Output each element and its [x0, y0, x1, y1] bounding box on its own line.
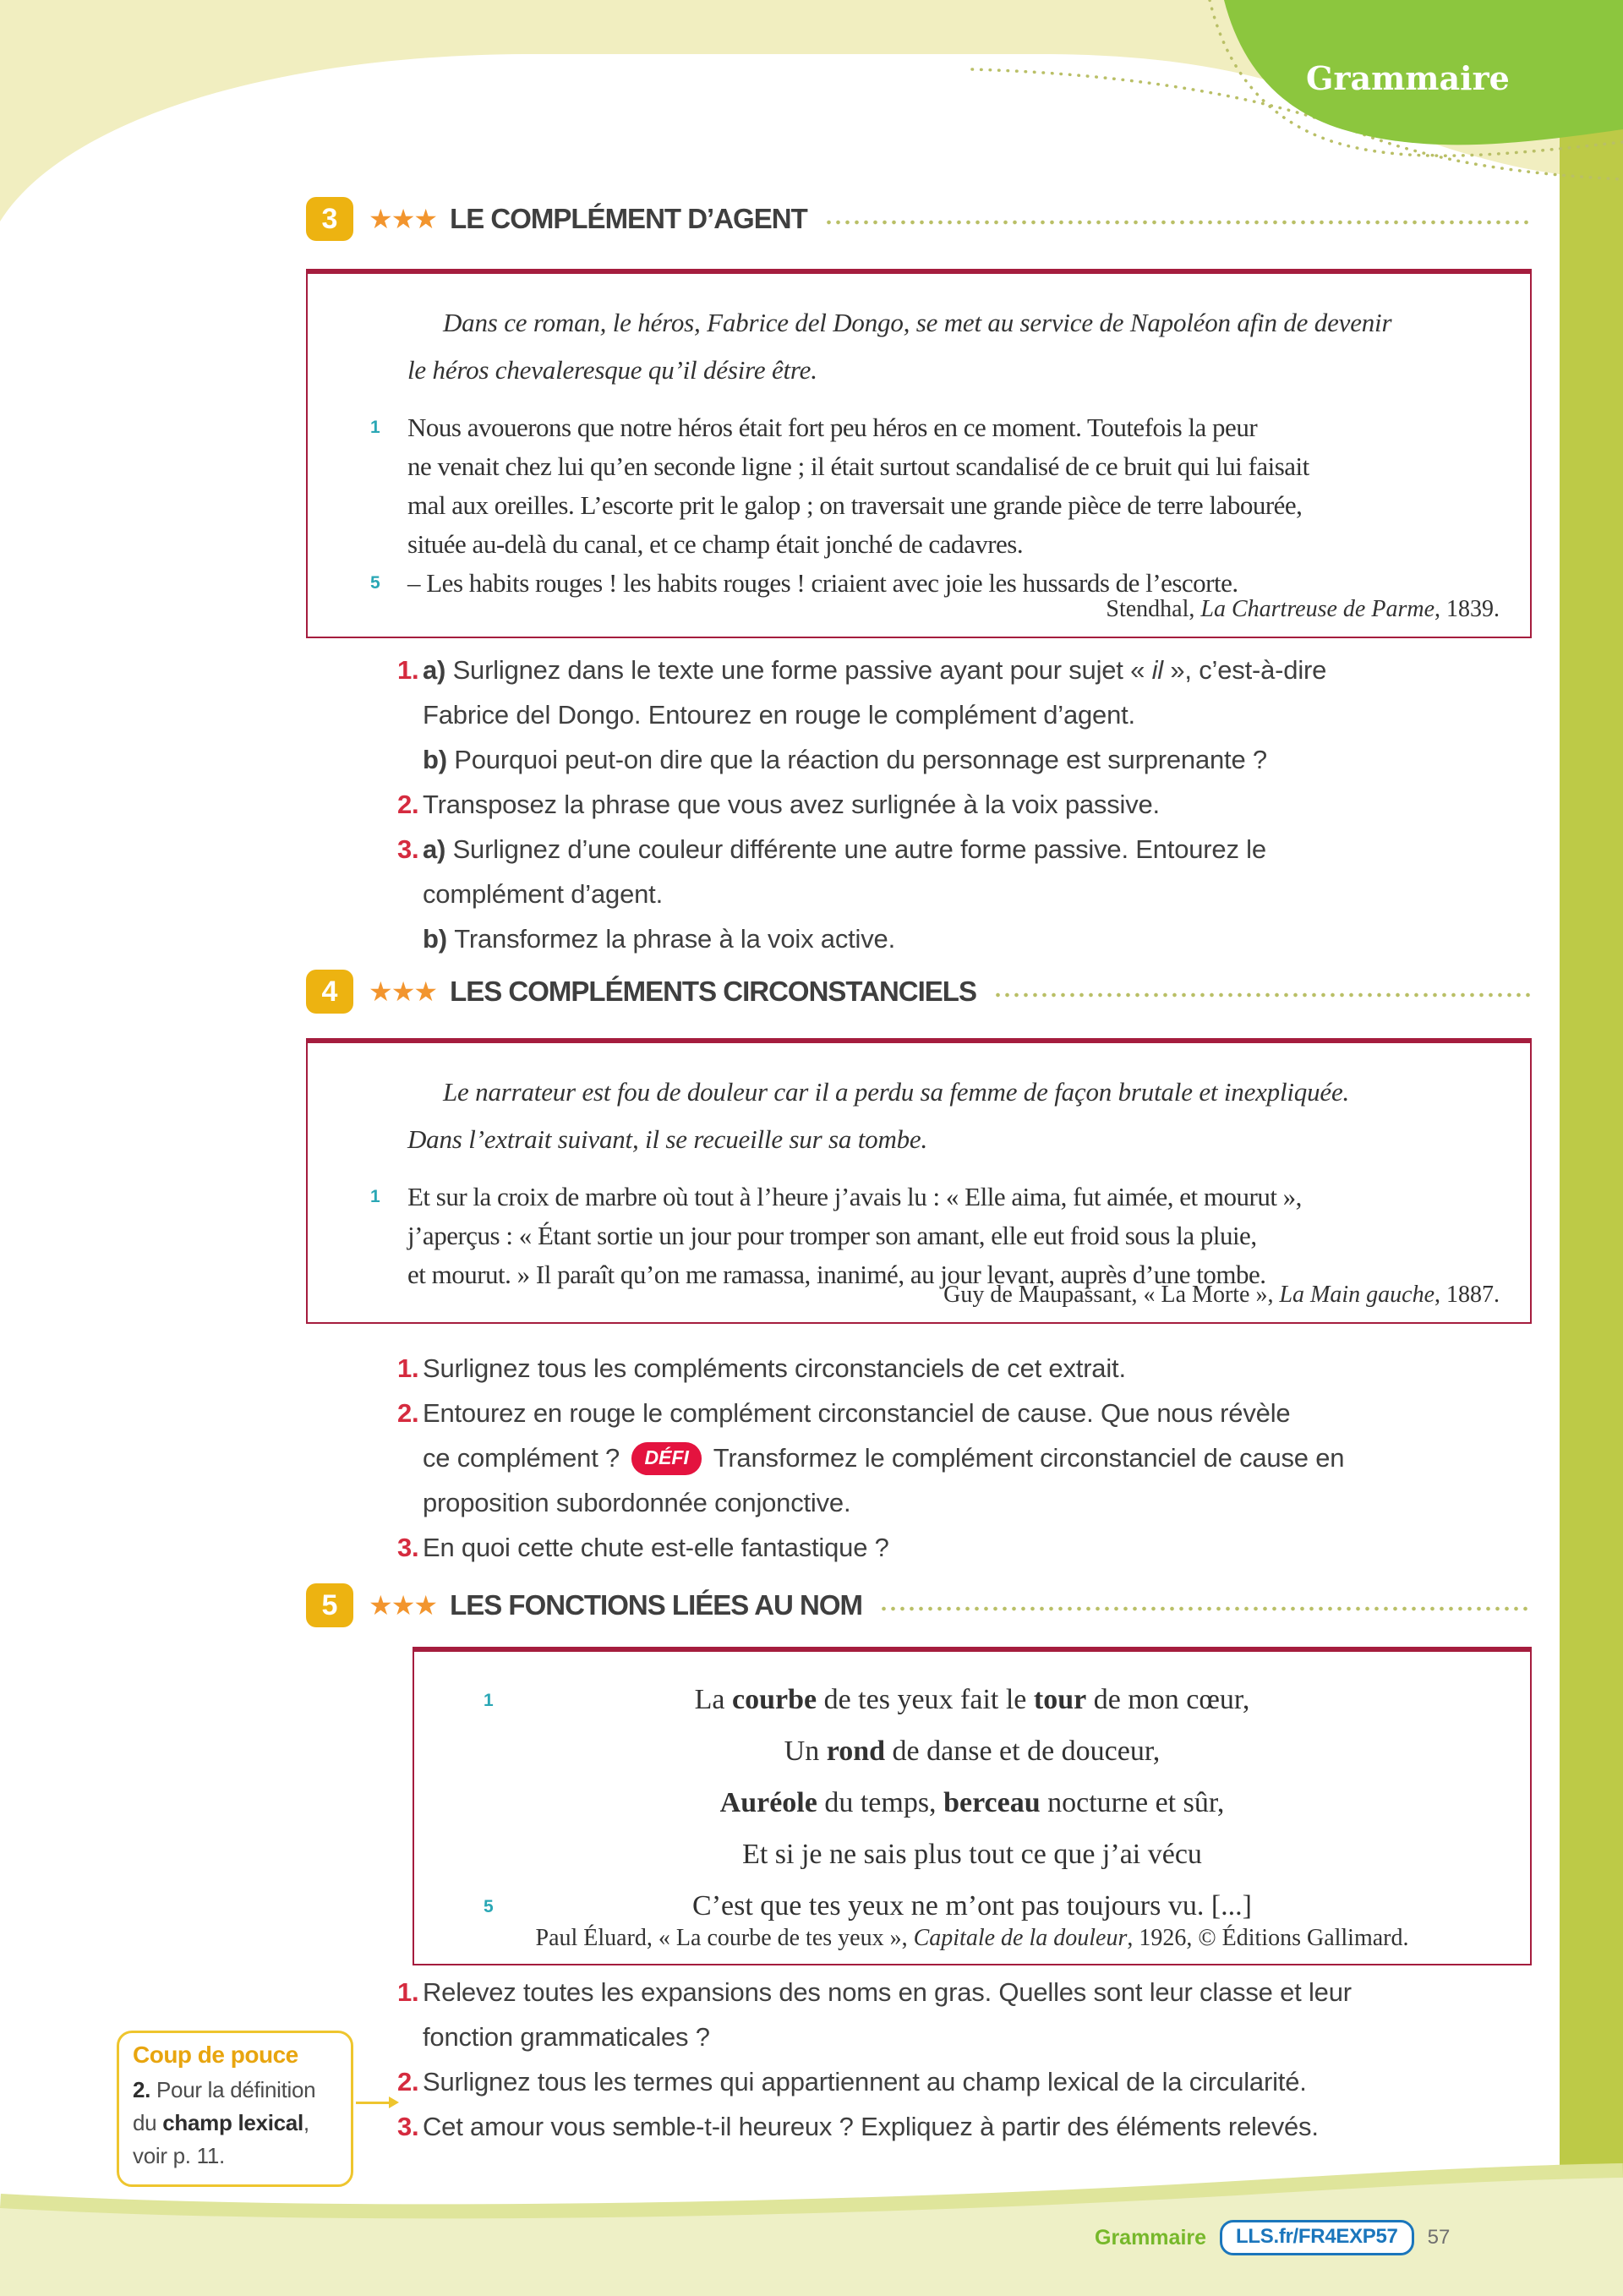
exercise-number-badge: 4	[306, 970, 353, 1014]
exercise-number-badge: 3	[306, 197, 353, 241]
question	[397, 648, 1547, 737]
question-text	[423, 834, 1266, 909]
text-run: ce complément ?	[423, 1443, 627, 1473]
excerpt-line-text: Et sur la croix de marbre où tout à l’heure j’avais lu : « Elle aima, fut aimée, et mourut »,	[407, 1182, 1302, 1211]
question-text	[423, 1353, 1126, 1383]
chapter-header-label: Grammaire	[1306, 59, 1510, 97]
question	[397, 737, 1547, 782]
line-number: 1	[370, 418, 380, 437]
text-run: fonction grammaticales ?	[423, 2022, 710, 2052]
question-text	[423, 745, 1267, 774]
text-run: 2.	[133, 2077, 157, 2102]
text-run: Le narrateur est fou de douleur car il a perdu sa femme de façon brutale et inexpliquée.	[443, 1077, 1350, 1107]
text-run: Cet amour vous semble-t-il heureux ? Expliquez à partir des éléments relevés.	[423, 2112, 1319, 2141]
text-run: En quoi cette chute est-elle fantastique ?	[423, 1533, 889, 1562]
excerpt-line-text: Nous avouerons que notre héros était fort peu héros en ce moment. Toutefois la peur	[407, 413, 1258, 442]
question-number: 1.	[397, 1977, 419, 2007]
text-run: Surlignez tous les compléments circonstanciels de cet extrait.	[423, 1353, 1126, 1383]
text-run: ,	[303, 2110, 309, 2135]
poem-line-text	[695, 1684, 1250, 1715]
text-run: du temps,	[817, 1787, 944, 1818]
question-number: 3.	[397, 834, 419, 864]
text-run: le héros chevaleresque qu’il désire être.	[407, 355, 817, 385]
exercise-4-questions	[397, 1346, 1547, 1570]
text-run: berceau	[943, 1787, 1041, 1818]
text-run: Pour la définition	[156, 2077, 316, 2102]
text-run: Un	[784, 1736, 827, 1767]
excerpt-line-text: j’aperçus : « Étant sortie un jour pour tromper son amant, elle eut froid sous la pluie,	[407, 1221, 1257, 1250]
text-run: de danse et de douceur,	[885, 1736, 1161, 1767]
dotted-leader	[879, 1606, 1532, 1611]
text-run: de mon cœur,	[1086, 1684, 1250, 1715]
excerpt-line-text: et mourut. » Il paraît qu’on me ramassa, inanimé, au jour levant, auprès d’une tombe.	[407, 1260, 1266, 1289]
question-text	[423, 1398, 1344, 1517]
excerpt-line-text: ne venait chez lui qu’en seconde ligne ; il était surtout scandalisé de ce bruit qui lui faisait	[407, 451, 1309, 481]
text-run: La	[694, 1684, 732, 1715]
coup-de-pouce-box	[117, 2031, 353, 2187]
question-text	[423, 2112, 1319, 2141]
dotted-leader	[993, 992, 1532, 998]
defi-badge: DÉFI	[631, 1442, 701, 1475]
exercise-3-header	[306, 196, 1532, 242]
text-run: Surlignez d’une couleur différente une autre forme passive. Entourez le	[452, 834, 1266, 864]
coup-de-pouce-title: Coup de pouce	[133, 2042, 298, 2068]
text-run: Auréole	[719, 1787, 817, 1818]
dotted-leader	[824, 220, 1532, 225]
question-number: 2.	[397, 790, 419, 819]
text-run: tour	[1033, 1684, 1087, 1715]
question-text	[423, 790, 1160, 819]
question	[397, 916, 1547, 961]
exercise-number-badge: 5	[306, 1583, 353, 1627]
text-run: Entourez en rouge le complément circonstanciel de cause. Que nous révèle	[423, 1398, 1291, 1428]
exercise-5-header	[306, 1583, 1532, 1628]
arrowhead-icon	[389, 2096, 399, 2108]
poem-line-text	[784, 1736, 1161, 1767]
text-run: , 1926, © Éditions Gallimard.	[1127, 1925, 1409, 1951]
question-text	[423, 655, 1326, 730]
text-run: La Chartreuse de Parme	[1200, 596, 1434, 622]
question-text	[423, 2067, 1307, 2096]
text-run: rond	[826, 1736, 886, 1767]
excerpt-line	[370, 413, 1500, 451]
question-number: 3.	[397, 1533, 419, 1562]
footer-page-number: 57	[1427, 2226, 1451, 2249]
text-run: La Main gauche	[1279, 1282, 1434, 1308]
line-number: 5	[484, 1897, 494, 1916]
excerpt-attribution	[943, 1282, 1500, 1309]
poem-line-text	[720, 1787, 1225, 1818]
text-run: Transposez la phrase que vous avez surlignée à la voix passive.	[423, 790, 1160, 819]
excerpt-line-text: mal aux oreilles. L’escorte prit le galop ; on traversait une grande pièce de terre labourée,	[407, 490, 1303, 520]
question-number: 1.	[397, 655, 419, 685]
text-run: », c’est-à-dire	[1162, 655, 1327, 685]
question	[397, 2059, 1547, 2104]
text-run: b)	[423, 924, 455, 954]
exercise-4-header	[306, 969, 1532, 1014]
text-run: voir p. 11.	[133, 2143, 225, 2168]
text-run: , 1839.	[1434, 596, 1500, 622]
difficulty-stars-icon: ★★★	[369, 203, 437, 235]
poem-lines	[440, 1684, 1505, 1942]
exercise-title: LES FONCTIONS LIÉES AU NOM	[450, 1589, 863, 1621]
footer-resource-code-badge: LLS.fr/FR4EXP57	[1220, 2220, 1414, 2255]
text-run: , 1887.	[1434, 1282, 1500, 1308]
text-run: Stendhal,	[1106, 596, 1201, 622]
question-text	[423, 1533, 889, 1562]
excerpt-line	[407, 451, 1500, 490]
excerpt-lines	[370, 413, 1500, 607]
line-number: 1	[484, 1691, 494, 1710]
text-run: Pourquoi peut-on dire que la réaction du personnage est surprenante ?	[454, 745, 1267, 774]
poem-line	[440, 1736, 1505, 1787]
question-number: 2.	[397, 2067, 419, 2096]
coup-de-pouce-text	[133, 2074, 337, 2173]
exercise-title: LE COMPLÉMENT D’AGENT	[450, 203, 807, 234]
text-run: de tes yeux fait le	[817, 1684, 1034, 1715]
question-number: 1.	[397, 1353, 419, 1383]
question	[397, 2104, 1547, 2149]
line-number: 5	[370, 573, 380, 593]
text-run: Dans ce roman, le héros, Fabrice del Dongo, se met au service de Napoléon afin de devenir	[443, 308, 1392, 337]
text-run: champ lexical	[162, 2110, 303, 2135]
text-run: a)	[423, 655, 453, 685]
text-run: C’est que tes yeux ne m’ont pas toujours vu. [...]	[692, 1890, 1252, 1922]
poem-line	[440, 1684, 1505, 1736]
text-run: a)	[423, 834, 453, 864]
difficulty-stars-icon: ★★★	[369, 976, 437, 1008]
excerpt-intro	[407, 1069, 1500, 1163]
text-run: courbe	[731, 1684, 817, 1715]
poem-line-text	[742, 1839, 1202, 1870]
text-run: Transformez le complément circonstanciel de cause en	[706, 1443, 1345, 1473]
text-run: proposition subordonnée conjonctive.	[423, 1488, 851, 1517]
poem-box	[413, 1647, 1532, 1965]
poem-line	[440, 1787, 1505, 1839]
exercise-5-questions	[397, 1970, 1547, 2149]
text-run: du	[133, 2110, 163, 2135]
text-run: b)	[423, 745, 455, 774]
question	[397, 782, 1547, 827]
text-run: Transformez la phrase à la voix active.	[454, 924, 895, 954]
text-run: Capitale de la douleur	[913, 1925, 1128, 1951]
excerpt-line	[370, 1182, 1500, 1221]
excerpt-line	[407, 529, 1500, 568]
exercise-3-questions	[397, 648, 1547, 961]
question-number: 3.	[397, 2112, 419, 2141]
question	[397, 1391, 1547, 1525]
question	[397, 1346, 1547, 1391]
text-run: Guy de Maupassant, « La Morte »,	[943, 1282, 1280, 1308]
excerpt-intro	[407, 299, 1500, 394]
text-run: nocturne et sûr,	[1040, 1787, 1225, 1818]
excerpt-box	[306, 269, 1532, 638]
text-run: Dans l’extrait suivant, il se recueille sur sa tombe.	[407, 1124, 928, 1154]
poem-line-text	[692, 1890, 1252, 1922]
line-number: 1	[370, 1187, 380, 1206]
coup-de-pouce-connector-arrow	[356, 2102, 390, 2104]
text-run: complément d’agent.	[423, 879, 663, 909]
question	[397, 1525, 1547, 1570]
right-edge-strip	[1560, 118, 1623, 2191]
page-footer	[1095, 2220, 1450, 2255]
text-run: Surlignez tous les termes qui appartiennent au champ lexical de la circularité.	[423, 2067, 1307, 2096]
question	[397, 827, 1547, 916]
text-run: Surlignez dans le texte une forme passive ayant pour sujet «	[452, 655, 1152, 685]
excerpt-attribution	[1106, 596, 1500, 623]
excerpt-line-text: – Les habits rouges ! les habits rouges ! criaient avec joie les hussards de l’escorte.	[407, 568, 1238, 598]
exercise-title: LES COMPLÉMENTS CIRCONSTANCIELS	[450, 976, 976, 1007]
text-run: Relevez toutes les expansions des noms en gras. Quelles sont leur classe et leur	[423, 1977, 1352, 2007]
footer-section-label: Grammaire	[1095, 2225, 1207, 2250]
excerpt-line	[407, 490, 1500, 529]
question	[397, 1970, 1547, 2059]
excerpt-line-text: située au-delà du canal, et ce champ était jonché de cadavres.	[407, 529, 1024, 559]
poem-line	[440, 1839, 1505, 1890]
excerpt-box	[306, 1038, 1532, 1324]
poem-attribution	[414, 1925, 1530, 1952]
text-run: il	[1151, 655, 1163, 685]
question-text	[423, 1977, 1352, 2052]
question-text	[423, 924, 895, 954]
difficulty-stars-icon: ★★★	[369, 1589, 437, 1621]
excerpt-line	[407, 1221, 1500, 1260]
text-run: Et si je ne sais plus tout ce que j’ai vécu	[742, 1839, 1202, 1870]
text-run: Fabrice del Dongo. Entourez en rouge le complément d’agent.	[423, 700, 1135, 730]
text-run: Paul Éluard, « La courbe de tes yeux »,	[535, 1925, 914, 1951]
question-number: 2.	[397, 1398, 419, 1428]
